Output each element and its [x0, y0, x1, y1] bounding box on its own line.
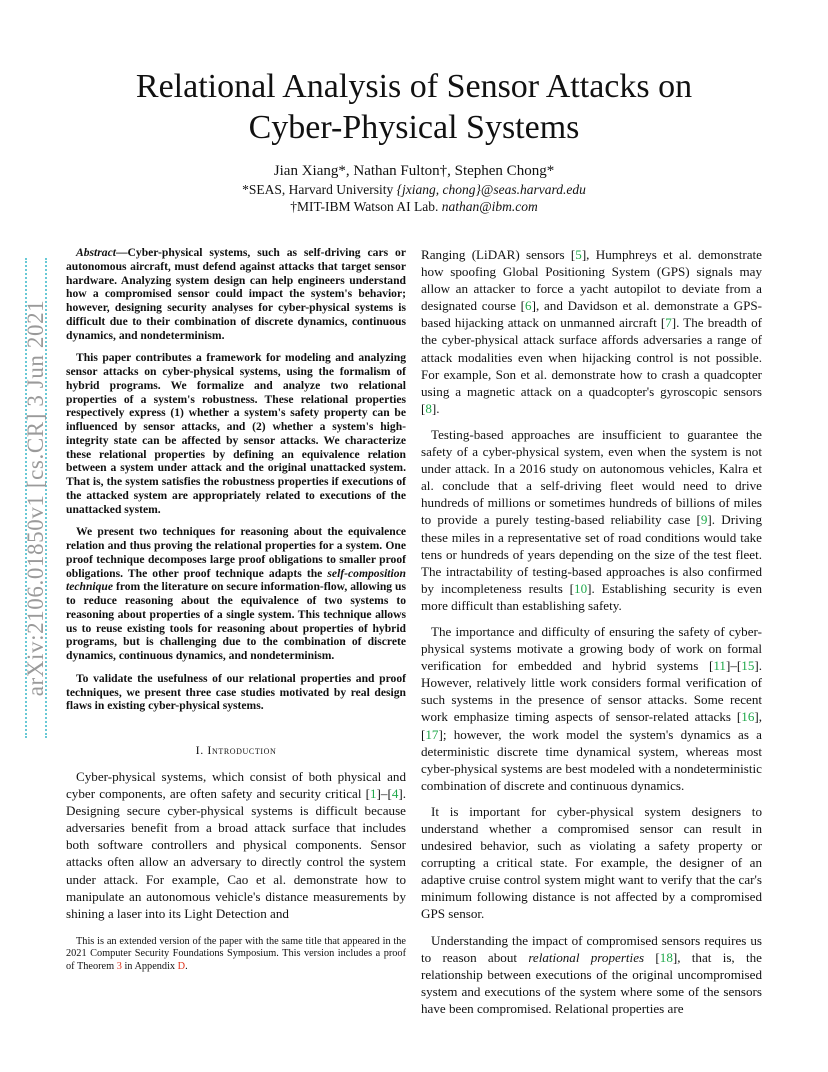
- intro-text: Cyber-physical systems, which consist of both physical and cyber components, are often safety and security critical [: [66, 769, 406, 802]
- body-text: ]. The breadth of the cyber-physical attack surface affords adversaries a range of attack modalities even when hijacking control is not possible. For example, Son et al. demonstrate how to crash a quadcopter using a magnetic attack on a quadcopter's gyroscopic sensors [: [421, 315, 762, 416]
- title-line-1: Relational Analysis of Sensor Attacks on: [135, 68, 693, 105]
- body-text: ].: [431, 400, 440, 416]
- body-paragraph-4: It is important for cyber-physical system designers to understand whether a compromised sensor can result in undesired behavior, such as violating a safety property or corrupting a critical state. For example, the designer of an adaptive cruise control system might want to verify that the car's minimum following distance is not affected by a compromised GPS sensor.: [421, 803, 762, 922]
- arxiv-sidebar: [8, 258, 64, 738]
- citation-link[interactable]: 8: [425, 400, 432, 416]
- body-text: Ranging (LiDAR) sensors [: [421, 247, 576, 262]
- abstract-lead: Abstract: [76, 246, 116, 259]
- intro-text: ]–[: [376, 786, 392, 802]
- footnote-text: in Appendix: [121, 960, 178, 972]
- arxiv-id[interactable]: arXiv:2106.01850v1 [cs.CR] 3 Jun 2021: [23, 299, 48, 697]
- abstract: [66, 246, 406, 713]
- body-text: [: [644, 949, 660, 965]
- affiliation-2-email[interactable]: nathan@ibm.com: [441, 199, 538, 214]
- body-paragraph-5: [421, 932, 762, 1017]
- abstract-paragraph-1: [66, 246, 406, 342]
- abstract-paragraph-2: This paper contributes a framework for modeling and analyzing sensor attacks on cyber-physical systems, using the formalism of hybrid programs. We formalize and analyze two relational properties of a system's robustness. These relational properties respectively express (1) whether a system's safety property can be influenced by sensor attacks, and (2) whether a system's high-integrity state can be affected by sensor attacks. We characterize these relational properties by defining an equivalence relation between a system under attack and the original unattacked system. That is, the system satisfies the robustness properties if executions of the attacked system are appropriately related to executions of the unattacked system.: [66, 351, 406, 516]
- citation-link[interactable]: 7: [665, 315, 672, 331]
- abstract-emphasis: self-composition technique: [66, 566, 406, 594]
- citation-link[interactable]: 16: [741, 709, 755, 725]
- footnote: [66, 936, 406, 973]
- body-paragraph-3: [421, 623, 762, 794]
- body-paragraph-1: [421, 246, 762, 417]
- body-paragraph-2: [421, 426, 762, 614]
- body-text: ], and Davidson et al. demonstrate a GPS-based hijacking attack on unmanned aircraft [: [421, 298, 762, 331]
- body-text: ]–[: [725, 658, 742, 674]
- left-column: [66, 246, 406, 930]
- body-emphasis: relational properties: [528, 949, 645, 965]
- affiliation-1-email[interactable]: {jxiang, chong}@seas.harvard.edu: [396, 182, 586, 197]
- citation-link[interactable]: 1: [369, 786, 377, 802]
- footnote-text: This is an extended version of the paper with the same title that appeared in the 2021 Computer Security Foundations Symposium. This version includes a proof of Theorem: [66, 936, 406, 972]
- citation-link[interactable]: 11: [713, 658, 726, 674]
- footnote-text: .: [185, 960, 188, 972]
- body-text: ]. Establishing security is even more difficult than establishing safety.: [421, 580, 762, 613]
- affiliation-2-name: †MIT-IBM Watson AI Lab.: [290, 199, 442, 214]
- section-heading: I. Introduction: [195, 743, 277, 757]
- citation-link[interactable]: 5: [575, 247, 582, 262]
- citation-link[interactable]: 18: [659, 949, 673, 965]
- right-column: [421, 246, 762, 1026]
- body-text: ]; however, the work model the system's dynamics as a deterministic discrete time dynamical system, whereas most cyber-physical systems are best modeled with a nondeterministic combination of discrete and continuous dynamics.: [421, 726, 762, 793]
- citation-link[interactable]: 4: [391, 786, 399, 802]
- paper-title: [60, 66, 768, 148]
- author-list: Jian Xiang*, Nathan Fulton†, Stephen Chong*: [273, 163, 555, 179]
- abstract-text-3b: from the literature on secure information-flow, allowing us to reduce reasoning about the equivalence of two systems to reasoning about properties of a single system. This technique allows us to reuse existing tools for reasoning about properties of hybrid programs, but is challenging due to the combination of discrete dynamics, continuous dynamics, and nondeterminism.: [66, 580, 406, 662]
- affiliation-2: [60, 198, 768, 215]
- body-text: Testing-based approaches are insufficient to guarantee the safety of a cyber-physical system, even when the system is not under attack. In a 2016 study on autonomous vehicles, Kalra et al. conclude that a self-driving fleet would need to drive hundreds of millions or sometimes hundreds of billions of miles to provide a purely testing-based reliability case [: [421, 426, 762, 528]
- body-text: ], Humphreys et al. demonstrate how spoofing Global Positioning System (GPS) signals may allow an attacker to force a yacht autopilot to deviate from a designated course [: [421, 247, 762, 314]
- abstract-paragraph-4: To validate the usefulness of our relational properties and proof techniques, we present three case studies motivated by real design flaws in existing cyber-physical systems.: [66, 671, 406, 713]
- body-text: ], [: [421, 709, 762, 742]
- appendix-link[interactable]: D: [177, 960, 186, 972]
- citation-link[interactable]: 15: [741, 658, 755, 674]
- citation-link[interactable]: 9: [700, 512, 708, 528]
- abstract-text-3a: We present two techniques for reasoning about the equivalence relation and thus proving the relational properties for a system. One proof technique decomposes large proof obligations to smaller proof obligations. The other proof technique adapts the: [66, 525, 406, 580]
- citation-link[interactable]: 17: [425, 726, 439, 742]
- citation-link[interactable]: 10: [574, 580, 588, 596]
- body-text: The importance and difficulty of ensuring the safety of cyber-physical systems motivate a growing body of work on formal verification for embedded and hybrid systems [: [421, 623, 762, 674]
- affiliation-1-name: *SEAS, Harvard University: [242, 182, 397, 197]
- body-text: Understanding the impact of compromised sensors requires us to reason about: [421, 932, 762, 965]
- intro-paragraph-1: [66, 768, 406, 922]
- theorem-link[interactable]: 3: [116, 960, 122, 972]
- body-text: ]. Driving these miles in a representative set of road conditions would take tens or hundreds of years depending on the size of the test fleet. The intractability of testing-based approaches is also confirmed by incompleteness results [: [421, 512, 762, 596]
- abstract-paragraph-3: [66, 525, 406, 663]
- title-line-2: Cyber-Physical Systems: [248, 109, 580, 146]
- body-text: ]. However, relatively little work considers formal verification of such systems in the presence of sensor attacks. Some recent work emphasize timing aspects of sensor-related attacks [: [421, 658, 762, 725]
- affiliation-1: [60, 181, 768, 198]
- citation-link[interactable]: 6: [525, 298, 532, 314]
- body-text: ], that is, the relationship between executions of the original uncompromised system and executions of the system where some of the sensors have been compromised. Relational properties are: [421, 949, 762, 1016]
- abstract-text-1: —Cyber-physical systems, such as self-driving cars or autonomous aircraft, must defend against attacks that target sensor hardware. Analyzing system design can help engineers understand how a compromised sensor could impact the system's behavior; however, designing security analyses for cyber-physical systems is difficult due to their combination of discrete dynamics, continuous dynamics, and nondeterminism.: [66, 246, 406, 342]
- intro-text: ]. Designing secure cyber-physical systems is difficult because adversaries benefit from a broad attack surface that includes both software controllers and physical components. Sensor attacks often allow an adversary to directly control the system under attack. For example, Cao et al. demonstrate how to manipulate an autonomous vehicle's distance measurements by shining a laser into its Light Detection and: [66, 786, 406, 921]
